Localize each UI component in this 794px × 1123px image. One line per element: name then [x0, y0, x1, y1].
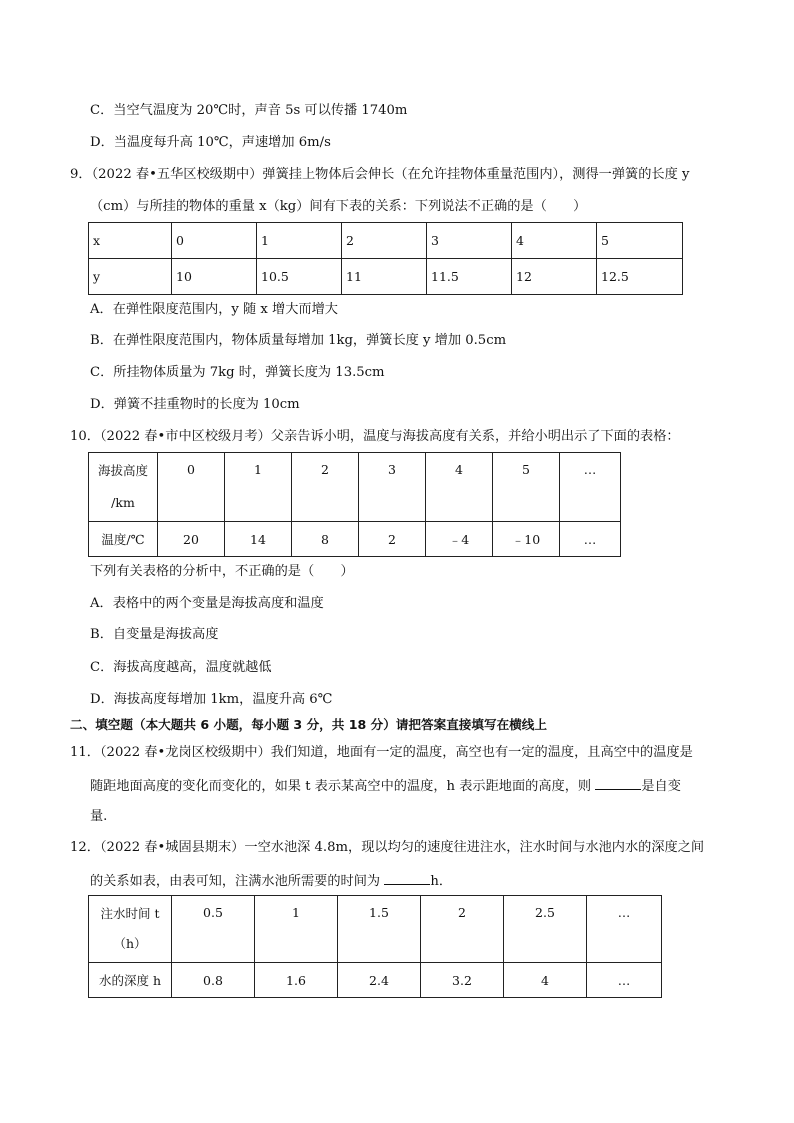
- q11-stem-line2: [90, 775, 681, 797]
- table-cell: 12.5: [597, 259, 683, 295]
- table-row: [89, 259, 683, 295]
- q8-option-d: D．当温度每升高 10℃，声速增加 6m/s: [90, 135, 331, 150]
- q12-line2-text: 的关系如表，由表可知，注满水池所需要的时间为: [90, 874, 381, 889]
- table-cell: 5: [493, 453, 560, 522]
- q12-table: [88, 895, 662, 998]
- table-row: [89, 453, 621, 522]
- q10-question: 下列有关表格的分析中，不正确的是（ ）: [90, 564, 354, 579]
- table-cell: 10: [172, 259, 257, 295]
- table-cell: …: [560, 453, 621, 522]
- q12-line2-tail: h．: [430, 874, 453, 889]
- q9-stem-line2: （cm）与所挂的物体的重量 x（kg）间有下表的关系：下列说法不正确的是（ ）: [90, 199, 587, 214]
- table-row: [89, 223, 683, 259]
- table-cell: 3: [427, 223, 512, 259]
- table-cell: 11: [342, 259, 427, 295]
- q11-line2-tail: 是自变: [641, 779, 681, 794]
- table-row: [89, 963, 662, 998]
- table-cell: 1: [225, 453, 292, 522]
- table-row: [89, 896, 662, 963]
- q9-option-b: B．在弹性限度范围内，物体质量每增加 1kg，弹簧长度 y 增加 0.5cm: [90, 333, 507, 348]
- q12-stem-line2: [90, 870, 452, 892]
- q9-option-a: A．在弹性限度范围内，y 随 x 增大而增大: [90, 302, 338, 317]
- table-cell: …: [587, 963, 662, 998]
- table-cell: …: [587, 896, 662, 963]
- table-cell: …: [560, 522, 621, 557]
- section-heading: 二、填空题（本大题共 6 小题，每小题 3 分，共 18 分）请把答案直接填写在横线上: [70, 717, 547, 732]
- table-cell: 5: [597, 223, 683, 259]
- table-row: [89, 522, 621, 557]
- answer-blank[interactable]: [595, 775, 641, 790]
- table-cell: 2.5: [504, 896, 587, 963]
- table-cell: ﹣4: [426, 522, 493, 557]
- q10-option-a: A．表格中的两个变量是海拔高度和温度: [90, 596, 324, 611]
- header-unit: /km: [111, 495, 135, 510]
- q10-option-b: B．自变量是海拔高度: [90, 627, 219, 642]
- q8-option-c: C．当空气温度为 20℃时，声音 5s 可以传播 1740m: [90, 103, 408, 118]
- table-header-cell: 水的深度 h: [89, 963, 172, 998]
- table-cell: 1.6: [255, 963, 338, 998]
- table-cell: 1: [257, 223, 342, 259]
- table-cell: 4: [512, 223, 597, 259]
- table-cell: 12: [512, 259, 597, 295]
- q9-table: [88, 222, 683, 295]
- table-header-cell: [89, 896, 172, 963]
- table-cell: 2: [359, 522, 426, 557]
- q10-option-c: C．海拔高度越高，温度就越低: [90, 660, 272, 675]
- table-cell: 1: [255, 896, 338, 963]
- table-header-cell: 温度/℃: [89, 522, 158, 557]
- table-cell: 10.5: [257, 259, 342, 295]
- table-cell: 11.5: [427, 259, 512, 295]
- table-cell: y: [89, 259, 172, 295]
- table-cell: 14: [225, 522, 292, 557]
- table-cell: 0: [158, 453, 225, 522]
- table-cell: 8: [292, 522, 359, 557]
- q9-option-d: D．弹簧不挂重物时的长度为 10cm: [90, 397, 300, 412]
- q10-stem: 10．（2022 春•市中区校级月考）父亲告诉小明，温度与海拔高度有关系，并给小明出示了下面的表格：: [70, 429, 680, 444]
- table-header-cell: [89, 453, 158, 522]
- header-label: 海拔高度: [97, 463, 148, 478]
- q11-line2-text: 随距地面高度的变化而变化的，如果 t 表示某高空中的温度，h 表示距地面的高度，则: [90, 779, 592, 794]
- header-unit: （h）: [113, 936, 147, 951]
- table-cell: 3.2: [421, 963, 504, 998]
- table-cell: x: [89, 223, 172, 259]
- q10-option-d: D．海拔高度每增加 1km，温度升高 6℃: [90, 692, 333, 707]
- answer-blank[interactable]: [384, 870, 430, 885]
- q9-stem-line1: 9．（2022 春•五华区校级期中）弹簧挂上物体后会伸长（在允许挂物体重量范围内），测得一弹簧的长度 y: [70, 167, 690, 182]
- table-cell: 2.4: [338, 963, 421, 998]
- table-cell: 3: [359, 453, 426, 522]
- table-cell: 2: [292, 453, 359, 522]
- table-cell: 1.5: [338, 896, 421, 963]
- q10-table: [88, 452, 621, 557]
- table-cell: 2: [421, 896, 504, 963]
- table-cell: 4: [504, 963, 587, 998]
- q11-stem-line1: 11．（2022 春•龙岗区校级期中）我们知道，地面有一定的温度，高空也有一定的温度，且高空中的温度是: [70, 745, 693, 760]
- q11-stem-line3: 量.: [90, 809, 108, 824]
- q12-stem-line1: 12．（2022 春•城固县期末）一空水池深 4.8m，现以均匀的速度往进注水，注水时间与水池内水的深度之间: [70, 840, 705, 855]
- table-cell: 0: [172, 223, 257, 259]
- q9-option-c: C．所挂物体质量为 7kg 时，弹簧长度为 13.5cm: [90, 365, 385, 380]
- table-cell: 0.5: [172, 896, 255, 963]
- header-label: 注水时间 t: [100, 906, 160, 921]
- table-cell: 4: [426, 453, 493, 522]
- table-cell: ﹣10: [493, 522, 560, 557]
- table-cell: 2: [342, 223, 427, 259]
- table-cell: 20: [158, 522, 225, 557]
- table-cell: 0.8: [172, 963, 255, 998]
